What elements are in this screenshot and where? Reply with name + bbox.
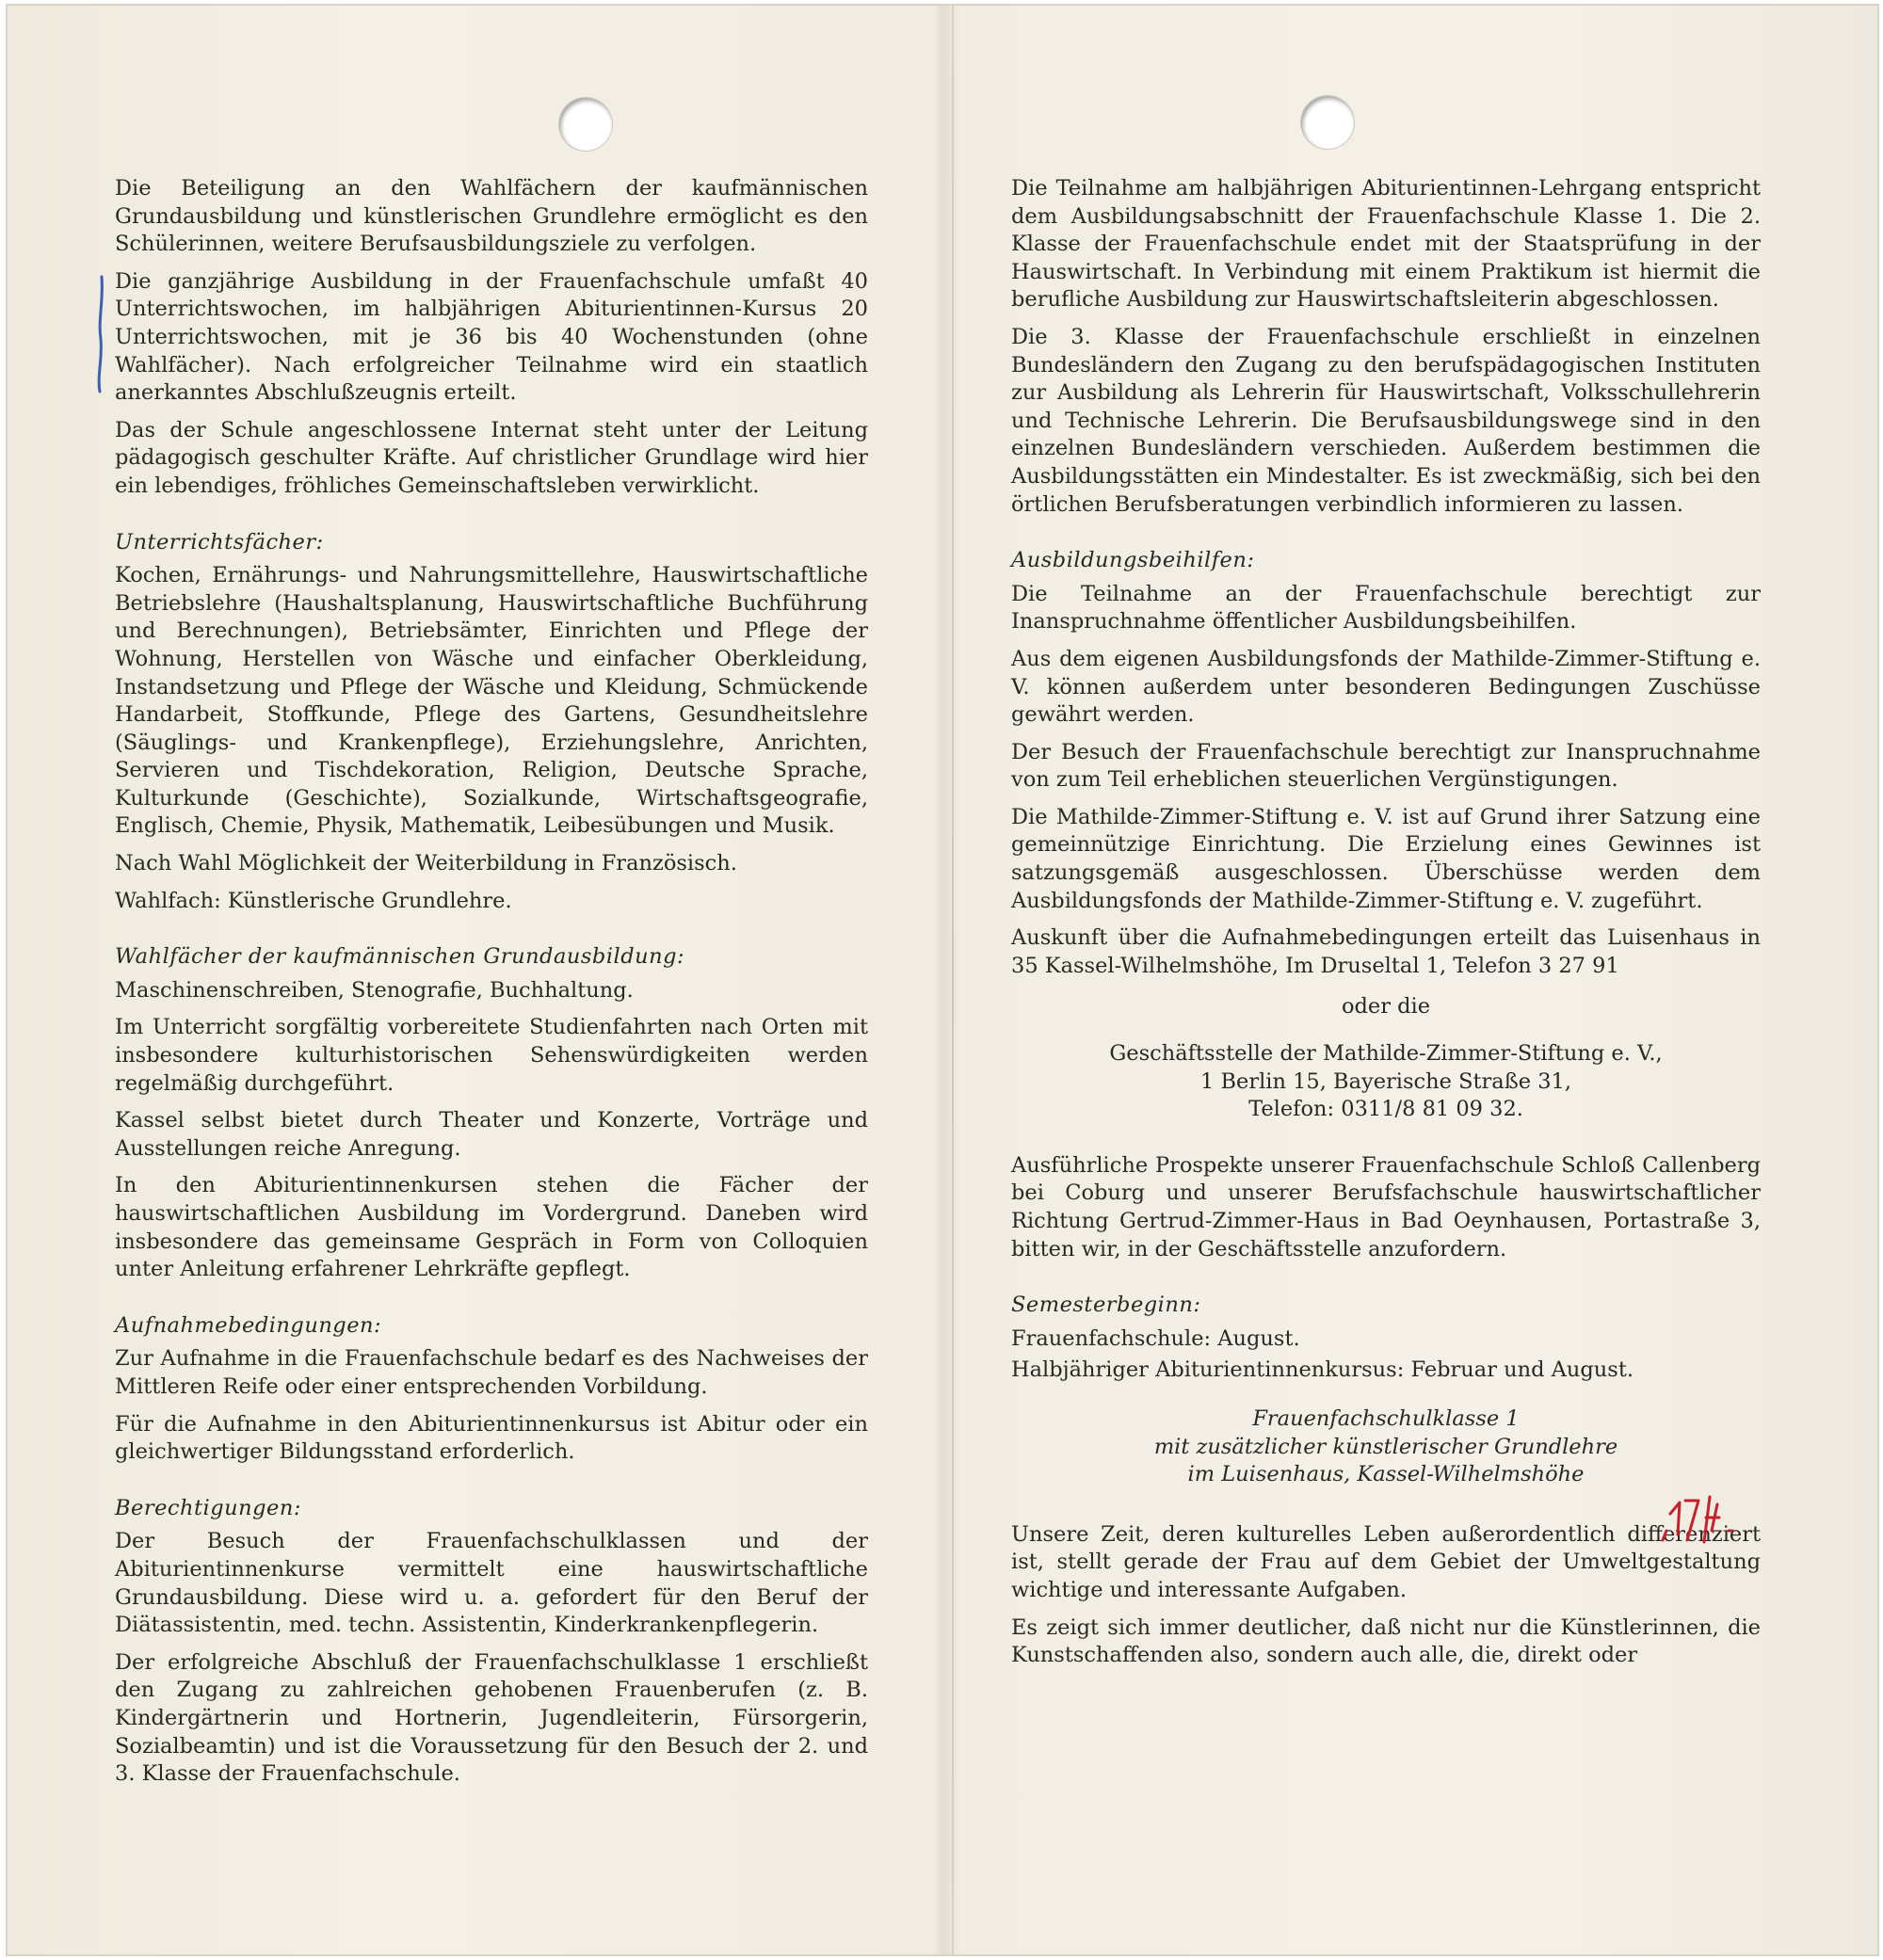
section-heading: Semesterbeginn: <box>1011 1293 1201 1318</box>
paragraph: Die 3. Klasse der Frauenfachschule erschließt in einzelnen Bundesländern den Zugang zu den berufspädagogischen Instituten zur Ausbildung als Lehrerin für Hauswirtschaft, Volksschullehrerin und Technische Lehrerin. Die Berufsausbildungswege sind in den einzelnen Bundesländern verschieden. Außerdem bestimmen die Ausbildungsstätten ein Mindestalter. Es ist zweckmäßig, sich bei den örtlichen Berufsberatungen verbindlich informieren zu lassen. <box>1011 324 1761 517</box>
class-title-line: mit zusätzlicher künstlerischer Grundlehre <box>1153 1434 1618 1459</box>
paragraph: Aus dem eigenen Ausbildungsfonds der Mathilde-Zimmer-Stiftung e. V. können außerdem unter besonderen Bedingungen Zuschüsse gewährt werden. <box>1011 646 1761 728</box>
punch-hole-right <box>1301 96 1354 149</box>
paragraph: Im Unterricht sorgfältig vorbereitete Studienfahrten nach Orten mit insbesondere kulturhistorischen Sehenswürdigkeiten werden regelmäßig durchgeführt. <box>115 1015 868 1096</box>
paragraph: Halbjähriger Abiturientinnenkursus: Februar und August. <box>1011 1358 1634 1383</box>
paragraph: Wahlfach: Künstlerische Grundlehre. <box>115 888 512 913</box>
paragraph: Die Mathilde-Zimmer-Stiftung e. V. ist auf Grund ihrer Satzung eine gemeinnützige Einrichtung. Die Erzielung eines Gewinnes ist satzungsgemäß ausgeschlossen. Überschüsse werden dem Ausbildungsfonds der Mathilde-Zimmer-Stiftung e. V. zugeführt. <box>1011 804 1761 913</box>
paragraph: Zur Aufnahme in die Frauenfachschule bedarf es des Nachweises der Mittleren Reife oder einer entsprechenden Vorbildung. <box>115 1346 868 1399</box>
paragraph: Ausführliche Prospekte unserer Frauenfachschule Schloß Callenberg bei Coburg und unserer Berufsfachschule hauswirtschaftlicher Richtung Gertrud-Zimmer-Haus in Bad Oeynhausen, Portastraße 3, bitten wir, in der Geschäftsstelle anzufordern. <box>1011 1152 1761 1261</box>
section-heading: Berechtigungen: <box>115 1495 301 1520</box>
class-title-line: im Luisenhaus, Kassel-Wilhelmshöhe <box>1187 1462 1585 1487</box>
paragraph: Nach Wahl Möglichkeit der Weiterbildung in Französisch. <box>115 851 737 876</box>
paragraph: Für die Aufnahme in den Abiturientinnenkursus ist Abitur oder ein gleichwertiger Bildungsstand erforderlich. <box>115 1411 868 1465</box>
paragraph: Kochen, Ernährungs- und Nahrungsmittellehre, Hauswirtschaftliche Betriebslehre (Haushaltsplanung, Hauswirtschaftliche Buchführung und Berechnungen), Betriebsämter, Einrichten und Pflege der Wohnung, Herstellen von Wäsche und einfacher Oberkleidung, Instandsetzung und Pflege der Wäsche und Kleidung, Schmückende Handarbeit, Stoffkunde, Pflege des Gartens, Gesundheitslehre (Säuglings- und Krankenpflege), Erziehungslehre, Anrichten, Servieren und Tischdekoration, Religion, Deutsche Sprache, Kulturkunde (Geschichte), Sozialkunde, Wirtschaftsgeografie, Englisch, Chemie, Physik, Mathematik, Leibesübungen und Musik. <box>115 563 868 839</box>
section-heading: Ausbildungsbeihilfen: <box>1011 548 1255 573</box>
paragraph: Die ganzjährige Ausbildung in der Frauenfachschule umfaßt 40 Unterrichtswochen, im halbjährigen Abiturientinnen-Kursus 20 Unterrichtswochen, mit je 36 bis 40 Wochenstunden (ohne Wahlfächer). Nach erfolgreicher Teilnahme wird ein staatlich anerkanntes Abschlußzeugnis erteilt. <box>115 268 868 406</box>
center-fold <box>952 4 954 1956</box>
handwritten-year-note <box>1657 1493 1740 1548</box>
address-line: Geschäftsstelle der Mathilde-Zimmer-Stiftung e. V., <box>1109 1041 1663 1067</box>
punch-hole-left <box>559 98 612 151</box>
paragraph: Der erfolgreiche Abschluß der Frauenfachschulklasse 1 erschließt den Zugang zu zahlreichen gehobenen Frauenberufen (z. B. Kindergärtnerin und Hortnerin, Jugendleiterin, Fürsorgerin, Sozialbeamtin) und ist die Voraussetzung für den Besuch der 2. und 3. Klasse der Frauenfachschule. <box>115 1649 868 1787</box>
paragraph: Die Teilnahme am halbjährigen Abiturientinnen-Lehrgang entspricht dem Ausbildungsabschnitt der Frauenfachschule Klasse 1. Die 2. Klasse der Frauenfachschule endet mit der Staatsprüfung in der Hauswirtschaft. In Verbindung mit einem Praktikum ist hiermit die berufliche Ausbildung zur Hauswirtschaftsleiterin abgeschlossen. <box>1011 176 1761 313</box>
class-title-line: Frauenfachschulklasse 1 <box>1252 1406 1520 1431</box>
section-heading: Unterrichtsfächer: <box>115 529 324 554</box>
paragraph: Unsere Zeit, deren kulturelles Leben außerordentlich differenziert ist, stellt gerade der Frau auf dem Gebiet der Umweltgestaltung wichtige und interessante Aufgaben. <box>1011 1521 1761 1602</box>
class-title-block <box>1011 1406 1761 1489</box>
left-column <box>115 175 868 1798</box>
address-line: Telefon: 0311/8 81 09 32. <box>1248 1097 1523 1122</box>
address-block <box>1011 1040 1761 1124</box>
paragraph: Die Beteiligung an den Wahlfächern der kaufmännischen Grundausbildung und künstlerischen Grundlehre ermöglicht es den Schülerinnen, weitere Berufsausbildungsziele zu verfolgen. <box>115 176 868 257</box>
section-heading: Aufnahmebedingungen: <box>115 1312 382 1338</box>
paragraph: Auskunft über die Aufnahmebedingungen erteilt das Luisenhaus in 35 Kassel-Wilhelmshöhe, Im Druseltal 1, Telefon 3 27 91 <box>1011 925 1761 978</box>
paragraph: Frauenfachschule: August. <box>1011 1325 1300 1351</box>
address-line: 1 Berlin 15, Bayerische Straße 31, <box>1200 1068 1571 1094</box>
paragraph: Es zeigt sich immer deutlicher, daß nicht nur die Künstlerinnen, die Kunstschaffenden also, sondern auch alle, die, direkt oder <box>1011 1615 1761 1668</box>
paragraph: Die Teilnahme an der Frauenfachschule berechtigt zur Inanspruchnahme öffentlicher Ausbildungsbeihilfen. <box>1011 581 1761 635</box>
or-line: oder die <box>1341 994 1431 1020</box>
paragraph: Der Besuch der Frauenfachschule berechtigt zur Inanspruchnahme von zum Teil erheblichen steuerlichen Vergünstigungen. <box>1011 739 1761 793</box>
paragraph: Der Besuch der Frauenfachschulklassen und der Abiturientinnenkurse vermittelt eine hauswirtschaftliche Grundausbildung. Diese wird u. a. gefordert für den Beruf der Diätassistentin, med. techn. Assistentin, Kinderkrankenpflegerin. <box>115 1529 868 1638</box>
pen-margin-mark <box>94 273 107 395</box>
section-heading: Wahlfächer der kaufmännischen Grundausbildung: <box>115 944 685 970</box>
right-column <box>1011 175 1761 1679</box>
paragraph: Maschinenschreiben, Stenografie, Buchhaltung. <box>115 977 634 1003</box>
paragraph: Kassel selbst bietet durch Theater und Konzerte, Vorträge und Ausstellungen reiche Anregung. <box>115 1108 868 1161</box>
paragraph: In den Abiturientinnenkursen stehen die Fächer der hauswirtschaftlichen Ausbildung im Vordergrund. Daneben wird insbesondere das gemeinsame Gespräch in Form von Colloquien unter Anleitung erfahrener Lehrkräfte gepflegt. <box>115 1173 868 1282</box>
paragraph: Das der Schule angeschlossene Internat steht unter der Leitung pädagogisch geschulter Kräfte. Auf christlicher Grundlage wird hier ein lebendiges, fröhliches Gemeinschaftsleben verwirklicht. <box>115 417 868 498</box>
